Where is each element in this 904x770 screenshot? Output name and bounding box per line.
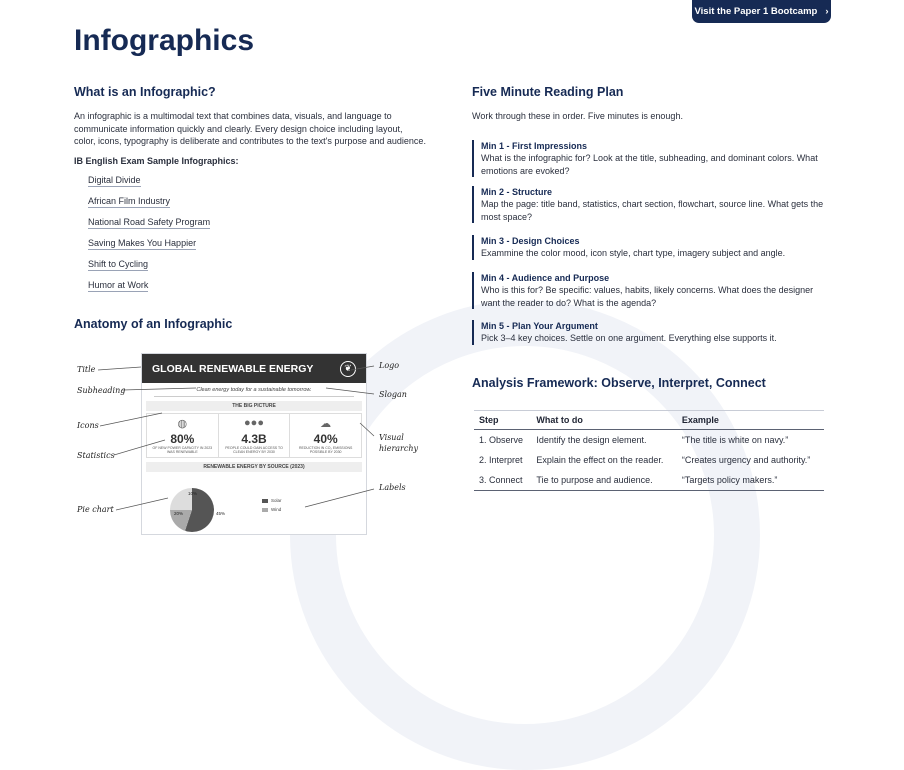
step-title: Min 4 - Audience and Purpose: [481, 273, 610, 283]
stat-value: 4.3B: [241, 432, 267, 446]
table-cell: 1. Observe: [479, 435, 524, 445]
sample-link[interactable]: African Film Industry: [88, 196, 171, 206]
pie-label: 20%: [174, 511, 184, 516]
annotation-logo: Logo: [379, 361, 400, 370]
sample-link[interactable]: Digital Divide: [88, 175, 141, 185]
step-title: Min 1 - First Impressions: [481, 141, 588, 151]
pie-label: 45%: [216, 511, 226, 516]
pie-label: 10%: [188, 491, 198, 496]
col-example: Example: [677, 411, 824, 430]
cloud-icon: ☁: [320, 418, 332, 430]
table-cell: Tie to purpose and audience.: [531, 470, 677, 491]
step-desc: Exammine the color mood, icon style, chart type, imagery subject and angle.: [481, 248, 786, 258]
big-picture-band: THE BIG PICTURE: [146, 401, 362, 411]
step-desc: Who is this for? Be specific: values, habits, likely concerns. What does the designer want the reader to do? What is the agenda?: [481, 285, 814, 308]
stat-label: REDUCTION IN CO₂ EMISSIONS POSSIBLE BY 2030: [299, 446, 353, 454]
infographic-slogan: Clean energy today for a sustainable tomorrow.: [154, 387, 354, 397]
step-desc: What is the infographic for? Look at the title, subheading, and dominant colors. What emotions are evoked?: [481, 153, 818, 176]
legend-label: Wind: [271, 507, 282, 512]
leaf-logo-icon: ❦: [340, 361, 356, 377]
table-cell: 3. Connect: [474, 470, 531, 491]
plan-intro: Work through these in order. Five minutes is enough.: [472, 111, 683, 121]
plan-step: [472, 186, 833, 223]
sample-link[interactable]: Saving Makes You Happier: [88, 238, 197, 248]
source-band: RENEWABLE ENERGY BY SOURCE (2023): [146, 462, 362, 472]
table-cell: Identify the design element.: [536, 435, 647, 445]
annotation-statistics: Statistics: [77, 451, 115, 460]
plan-step: [472, 235, 833, 260]
framework-table: [474, 410, 824, 491]
sample-link[interactable]: Shift to Cycling: [88, 259, 149, 269]
infographic-title: GLOBAL RENEWABLE ENERGY: [152, 362, 314, 375]
annotation-subheading: Subheading: [77, 386, 126, 395]
annotation-pie-chart: Pie chart: [77, 505, 114, 514]
what-heading: What is an Infographic?: [74, 85, 216, 99]
col-step: Step: [474, 411, 531, 430]
sample-link[interactable]: National Road Safety Program: [88, 217, 211, 227]
plan-step: [472, 320, 833, 345]
table-cell: “Targets policy makers.”: [677, 470, 824, 491]
annotation-icons: Icons: [77, 421, 99, 430]
annotation-labels: Labels: [379, 483, 406, 492]
people-icon: ●●●: [244, 417, 264, 429]
step-title: Min 3 - Design Choices: [481, 236, 580, 246]
table-row: [474, 450, 824, 470]
plan-step: [472, 272, 833, 309]
legend-label: Solar: [271, 498, 282, 503]
annotation-visual-hierarchy: Visual hierarchy: [379, 433, 419, 453]
bootcamp-label: Visit the Paper 1 Bootcamp: [694, 6, 818, 17]
stat-value: 80%: [170, 432, 195, 446]
plan-heading: Five Minute Reading Plan: [472, 85, 624, 99]
framework-heading: Analysis Framework: Observe, Interpret, Connect: [472, 376, 766, 390]
col-what: What to do: [531, 411, 677, 430]
table-cell: “Creates urgency and authority.”: [681, 455, 811, 465]
annotation-slogan: Slogan: [379, 390, 407, 399]
sample-link[interactable]: Humor at Work: [88, 280, 149, 290]
annotation-title: Title: [77, 365, 96, 374]
stat-label: PEOPLE COULD GAIN ACCESS TO CLEAN ENERGY BY 2030: [225, 446, 283, 454]
table-row: [474, 430, 824, 451]
table-row: [474, 470, 824, 491]
step-title: Min 2 - Structure: [481, 187, 553, 197]
table-cell: “The title is white on navy.”: [681, 435, 789, 445]
samples-heading: IB English Exam Sample Infographics:: [74, 156, 239, 166]
step-desc: Pick 3–4 key choices. Settle on one argument. Everything else supports it.: [481, 333, 777, 343]
table-cell: Explain the effect on the reader.: [536, 455, 664, 465]
plan-step: [472, 140, 833, 177]
step-desc: Map the page: title band, statistics, chart section, flowchart, source line. What gets the most space?: [481, 199, 824, 222]
page-title: Infographics: [74, 24, 255, 57]
chevron-right-icon: ›: [825, 6, 829, 17]
what-body: An infographic is a multimodal text that combines data, visuals, and language to communicate information quickly and clearly. Every design choice including layout, color, icons, typography is deliberate and contributes to the text's purpose and audience.: [74, 111, 426, 146]
step-title: Min 5 - Plan Your Argument: [481, 321, 598, 331]
stat-label: OF NEW POWER CAPACITY IN 2023 WAS RENEWABLE: [152, 446, 213, 454]
anatomy-heading: Anatomy of an Infographic: [74, 317, 233, 331]
globe-icon: ◍: [177, 418, 188, 430]
table-cell: 2. Interpret: [479, 455, 523, 465]
stat-value: 40%: [313, 432, 338, 446]
